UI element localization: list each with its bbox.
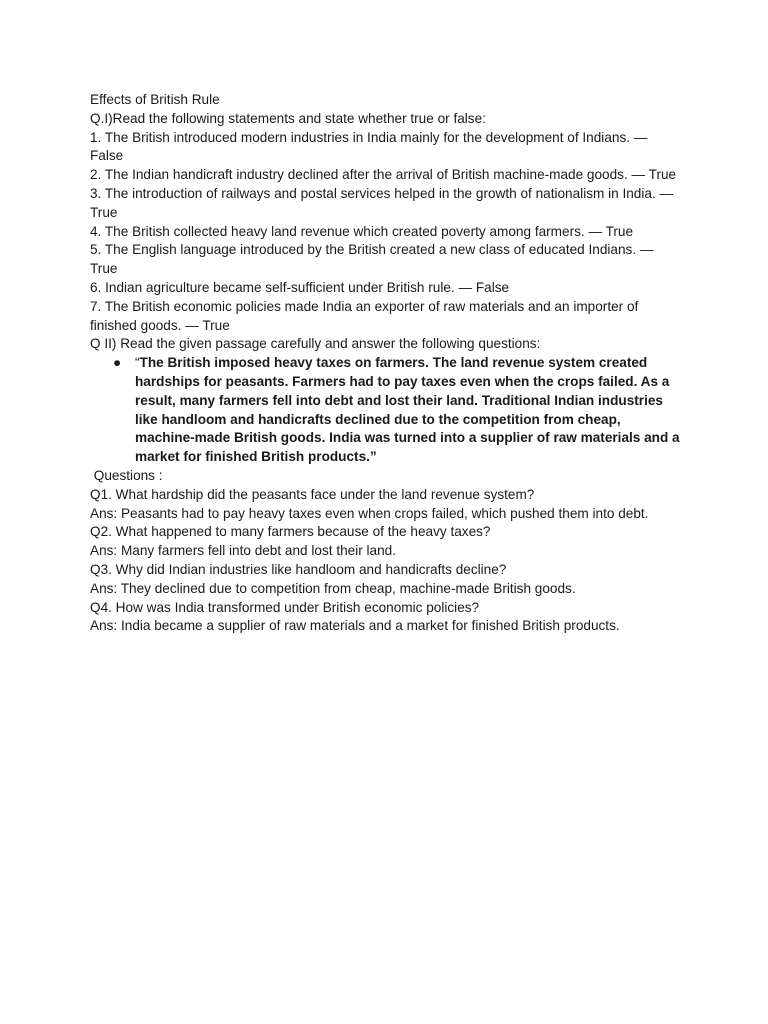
statement-7: 7. The British economic policies made India an exporter of raw materials and an importer of finished goods. — True [90,298,639,333]
section1-heading: Q.I)Read the following statements and state whether true or false: [90,110,486,126]
passage-bullet-item [90,354,680,467]
document-page [90,91,680,636]
answer-4: Ans: India became a supplier of raw materials and a market for finished British products. [90,618,620,634]
statement-3: 3. The introduction of railways and postal services helped in the growth of nationalism in India. — True [90,185,674,220]
answer-1: Ans: Peasants had to pay heavy taxes even when crops failed, which pushed them into debt. [90,505,649,521]
statement-2: 2. The Indian handicraft industry declined after the arrival of British machine-made goods. — True [90,167,677,183]
question-1: Q1. What hardship did the peasants face under the land revenue system? [90,486,535,502]
question-4: Q4. How was India transformed under British economic policies? [90,599,480,615]
question-3: Q3. Why did Indian industries like handloom and handicrafts decline? [90,561,507,577]
answer-2: Ans: Many farmers fell into debt and lost their land. [90,543,397,559]
statement-1: 1. The British introduced modern industries in India mainly for the development of Indians. — False [90,129,648,164]
question-2: Q2. What happened to many farmers because of the heavy taxes? [90,524,491,540]
section2-heading: Q II) Read the given passage carefully and answer the following questions: [90,336,541,352]
answer-3: Ans: They declined due to competition from cheap, machine-made British goods. [90,580,576,596]
questions-label: Questions : [90,467,163,483]
bullet-icon: ● [113,355,122,371]
statement-5: 5. The English language introduced by the British created a new class of educated Indians. — True [90,242,654,277]
passage-text: The British imposed heavy taxes on farmers. The land revenue system created hardships for peasants. Farmers had to pay taxes even when the crops failed. As a result, many farmers fell into debt and lost their land. Traditional Indian industries like handloom and handicrafts declined due to the competition from cheap, machine-made British goods. India was turned into a supplier of raw materials and a market for finished British products.” [135,355,680,465]
passage-open-quote: “ [135,355,140,371]
document-title: Effects of British Rule [90,92,220,107]
statement-4: 4. The British collected heavy land revenue which created poverty among farmers. — True [90,223,634,239]
statement-6: 6. Indian agriculture became self-sufficient under British rule. — False [90,279,510,295]
